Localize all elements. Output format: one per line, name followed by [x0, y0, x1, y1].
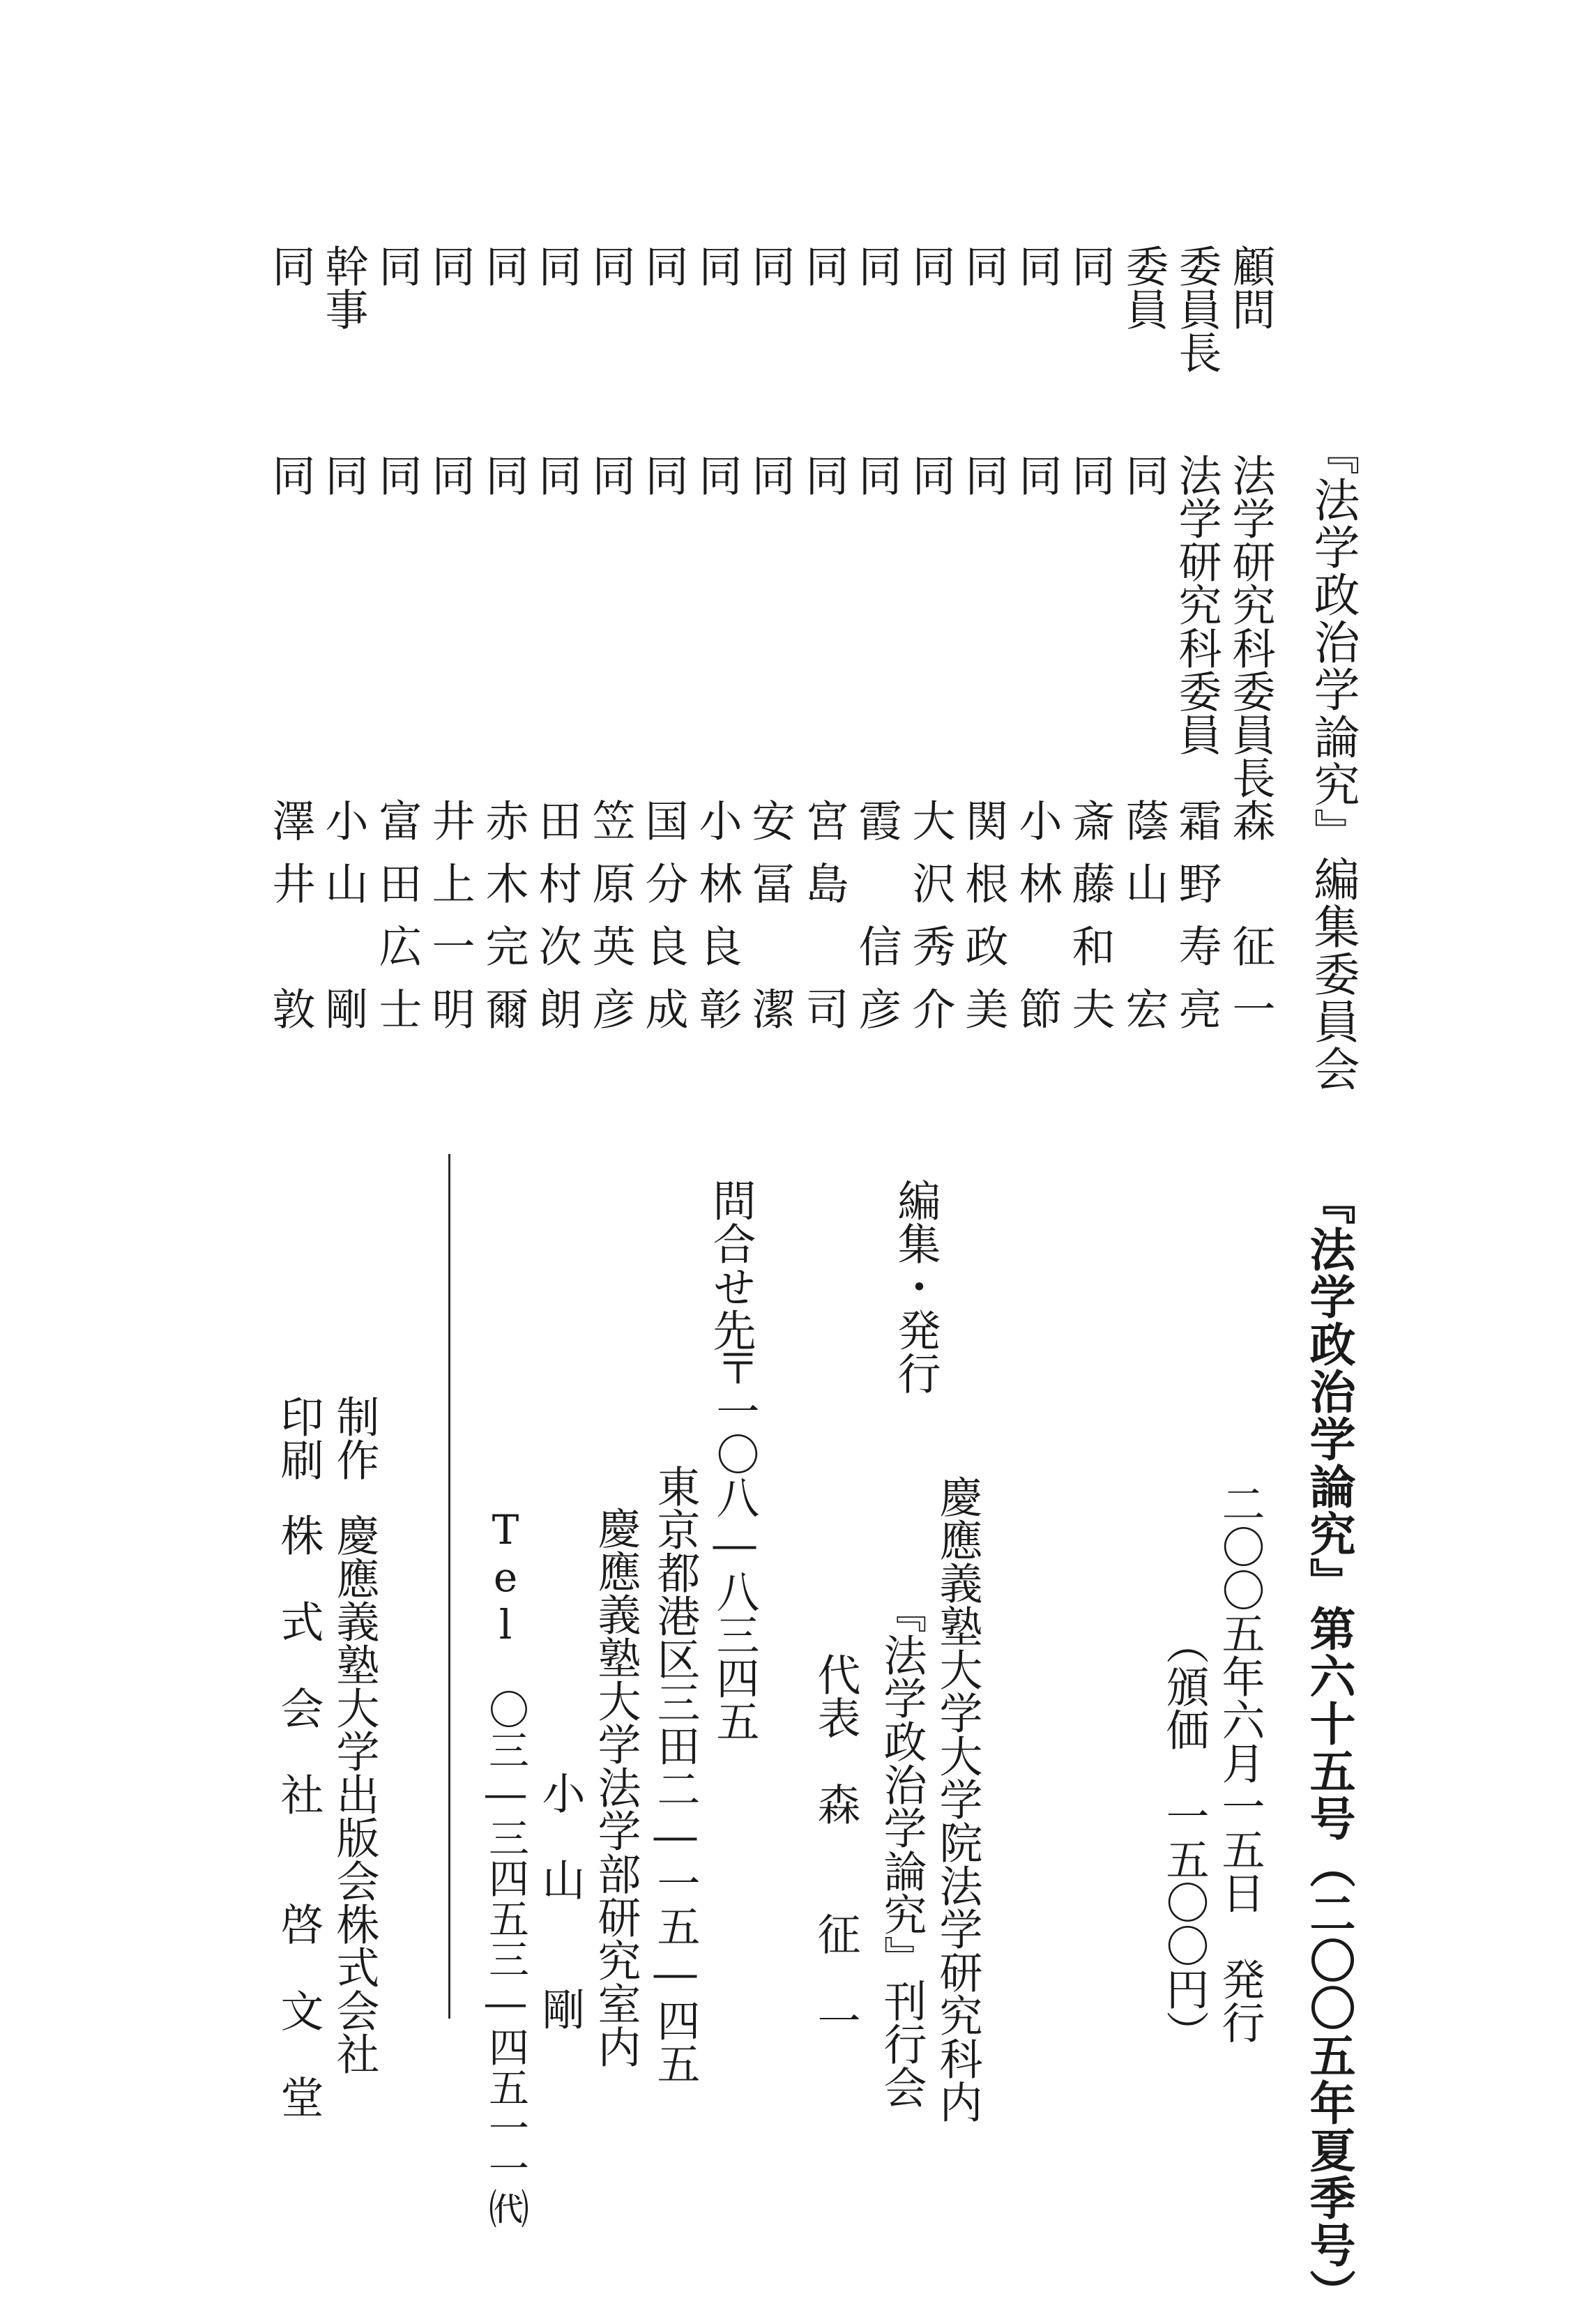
member-name: 田村次朗 [531, 798, 582, 1049]
member-name: 小林 節 [1012, 798, 1063, 1049]
member-affiliation: 同 [745, 453, 796, 496]
member-affiliation: 同 [798, 453, 849, 496]
member-name: 蔭山 宏 [1118, 798, 1169, 1049]
member-name: 大沢秀介 [905, 798, 956, 1049]
production-label: 制作 [329, 1395, 380, 1481]
member-name: 宮島 司 [798, 798, 849, 1049]
member-affiliation: 法学研究科委員 [1171, 453, 1222, 756]
member-affiliation: 法学研究科委員長 [1225, 453, 1276, 799]
member-role: 同 [905, 244, 956, 287]
member-name: 富田広士 [372, 798, 423, 1049]
member-role: 同 [531, 244, 582, 287]
member-affiliation: 同 [958, 453, 1009, 496]
member-role: 委員 [1118, 244, 1169, 331]
member-affiliation: 同 [905, 453, 956, 496]
committee-title: 『法学政治学論究』編集委員会 [1306, 429, 1360, 1093]
edit-org: 慶應義塾大学大学院法学研究科内 [932, 1475, 983, 2123]
member-role: 同 [1065, 244, 1116, 287]
member-name: 井上一明 [425, 798, 475, 1049]
member-name: 国分良成 [638, 798, 689, 1049]
member-name: 安冨 潔 [745, 798, 796, 1049]
address: 東京都港区三田二―一五―四五 [650, 1464, 701, 2085]
member-affiliation: 同 [1118, 453, 1169, 496]
member-role: 顧問 [1225, 244, 1276, 331]
member-role: 同 [372, 244, 423, 287]
edit-label: 編集・発行 [890, 1178, 941, 1395]
member-role: 同 [425, 244, 475, 287]
member-role: 同 [692, 244, 743, 287]
member-role: 同 [638, 244, 689, 287]
member-role: 委員長 [1171, 244, 1222, 374]
member-affiliation: 同 [531, 453, 582, 496]
member-name: 小山 剛 [318, 798, 369, 1049]
member-name: 澤井 敦 [265, 798, 316, 1049]
printing-label: 印刷 [273, 1395, 324, 1481]
member-affiliation: 同 [638, 453, 689, 496]
contact-person: 小 山 剛 [535, 1771, 586, 2030]
postal-code: 〒一〇八―八三四五 [709, 1346, 760, 1742]
member-name: 小林良彰 [692, 798, 743, 1049]
member-affiliation: 同 [372, 453, 423, 496]
production: 慶應義塾大学出版会株式会社 [329, 1513, 380, 2075]
member-affiliation: 同 [425, 453, 475, 496]
member-name: 斎藤和夫 [1065, 798, 1116, 1049]
member-name: 霜野寿亮 [1171, 798, 1222, 1049]
member-affiliation: 同 [585, 453, 636, 496]
member-role: 同 [798, 244, 849, 287]
member-affiliation: 同 [318, 453, 369, 496]
member-role: 同 [265, 244, 316, 287]
member-role: 同 [745, 244, 796, 287]
member-name: 森 征一 [1225, 798, 1276, 1049]
member-affiliation: 同 [478, 453, 529, 496]
member-name: 笠原英彦 [585, 798, 636, 1049]
member-role: 同 [1012, 244, 1063, 287]
member-role: 同 [585, 244, 636, 287]
member-affiliation: 同 [1012, 453, 1063, 496]
member-role: 幹事 [318, 244, 369, 331]
member-name: 霞 信彦 [851, 798, 902, 1049]
printing: 株 式 会 社 啓 文 堂 [273, 1513, 324, 2118]
member-role: 同 [851, 244, 902, 287]
publish-date: 二〇〇五年六月一五日 発行 [1215, 1482, 1265, 2044]
telephone: Tel 〇三―三四五三―四五一一㈹ [482, 1506, 529, 2228]
member-role: 同 [478, 244, 529, 287]
member-name: 関根政美 [958, 798, 1009, 1049]
member-affiliation: 同 [265, 453, 316, 496]
member-affiliation: 同 [692, 453, 743, 496]
representative: 代表 森 征 一 [810, 1653, 861, 2042]
office: 慶應義塾大学法学部研究室内 [591, 1506, 641, 2068]
edit-assoc: 『法学政治学論究』刊行会 [876, 1590, 927, 2109]
member-affiliation: 同 [851, 453, 902, 496]
member-role: 同 [958, 244, 1009, 287]
member-name: 赤木完爾 [478, 798, 529, 1049]
price: （頒価 一五〇〇円） [1159, 1621, 1210, 2053]
divider-rule [448, 1154, 450, 2019]
contact-label: 問合せ先 [706, 1178, 756, 1351]
member-affiliation: 同 [1065, 453, 1116, 496]
journal-title: 『法学政治学論究』第六十五号（二〇〇五年夏季号） [1302, 1178, 1356, 2316]
